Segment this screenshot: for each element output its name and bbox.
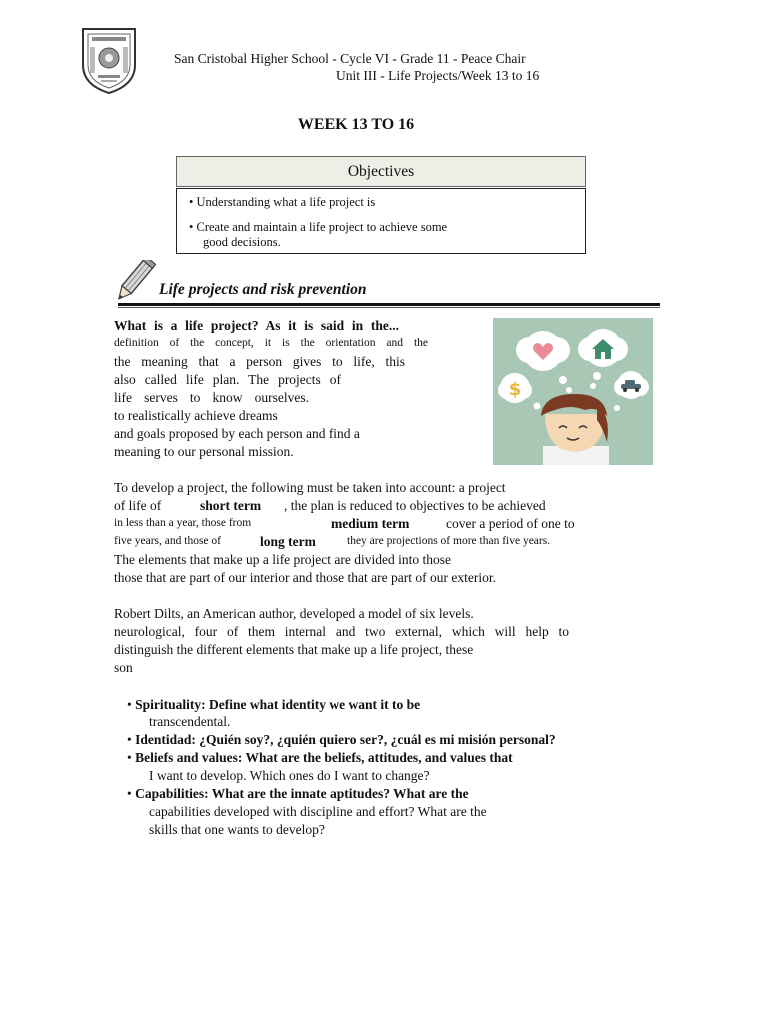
level-bullet: • Capabilities: What are the innate aptitudes? What are the [127, 786, 469, 801]
pencil-icon [110, 260, 156, 304]
objective-item: • Create and maintain a life project to achieve some [189, 220, 448, 234]
objectives-box [176, 188, 586, 254]
person-figure [541, 394, 609, 465]
term-short: short term [200, 498, 262, 513]
header-unit-line: Unit III - Life Projects/Week 13 to 16 [336, 68, 540, 83]
intro-text: the meaning that a person gives to life, this [114, 354, 405, 369]
intro-text: to realistically achieve dreams [114, 408, 278, 423]
level-bullet: • Identidad: ¿Quién soy?, ¿quién quiero ser?, ¿cuál es mi misión personal? [127, 732, 556, 747]
svg-text:$: $ [508, 379, 522, 400]
dilts-text: distinguish the different elements that make up a life project, these [114, 642, 474, 657]
intro-text: life serves to know ourselves. [114, 390, 309, 405]
objective-item-continuation: good decisions. [203, 235, 281, 249]
level-bullet: • Spirituality: Define what identity we want it to be [127, 697, 421, 712]
terms-text: in less than a year, those from [114, 517, 252, 529]
objective-item: • Understanding what a life project is [189, 195, 376, 209]
level-continuation: transcendental. [149, 714, 231, 729]
level-spirituality: Spirituality: Define what identity we want it to be [135, 697, 421, 712]
terms-text: five years, and those of [114, 535, 221, 547]
week-title: WEEK 13 TO 16 [297, 116, 415, 133]
section-divider [118, 307, 660, 308]
objectives-heading: Objectives [176, 156, 586, 187]
intro-text-bold: What is a life project? As it is said in the... [114, 318, 399, 333]
dilts-text: neurological, four of them internal and two external, which will help to [114, 624, 569, 639]
terms-text: , the plan is reduced to objectives to be achieved [284, 498, 546, 513]
level-beliefs: Beliefs and values: What are the beliefs, attitudes, and values that [135, 750, 513, 765]
school-shield-icon [80, 25, 138, 95]
intro-text: also called life plan. The projects of [114, 372, 341, 387]
terms-text: those that are part of our interior and those that are part of our exterior. [114, 570, 496, 585]
intro-text: definition of the concept, it is the orientation and the [114, 337, 428, 349]
terms-text: they are projections of more than five years. [347, 535, 551, 547]
terms-text: To develop a project, the following must be taken into account: a project [114, 480, 506, 495]
term-long: long term [260, 534, 316, 549]
thinking-person-illustration [493, 318, 653, 465]
terms-text: cover a period of one to [446, 516, 575, 531]
header-school-line: San Cristobal Higher School - Cycle VI - Grade 11 - Peace Chair [174, 51, 526, 66]
section-title: Life projects and risk prevention [159, 281, 367, 298]
intro-text: meaning to our personal mission. [114, 444, 294, 459]
section-divider [118, 303, 660, 306]
level-bullet: • Beliefs and values: What are the beliefs, attitudes, and values that [127, 750, 513, 765]
term-medium: medium term [331, 516, 410, 531]
terms-text: of life of [114, 498, 162, 513]
dilts-text: son [114, 660, 133, 675]
level-continuation: skills that one wants to develop? [149, 822, 325, 837]
level-capabilities: Capabilities: What are the innate aptitudes? What are the [135, 786, 469, 801]
dilts-text: Robert Dilts, an American author, developed a model of six levels. [114, 606, 474, 621]
terms-text: The elements that make up a life project are divided into those [114, 552, 452, 567]
level-continuation: I want to develop. Which ones do I want to change? [149, 768, 430, 783]
level-continuation: capabilities developed with discipline and effort? What are the [149, 804, 487, 819]
level-identity: Identidad: ¿Quién soy?, ¿quién quiero ser?, ¿cuál es mi misión personal? [135, 732, 556, 747]
intro-text: and goals proposed by each person and find a [114, 426, 360, 441]
